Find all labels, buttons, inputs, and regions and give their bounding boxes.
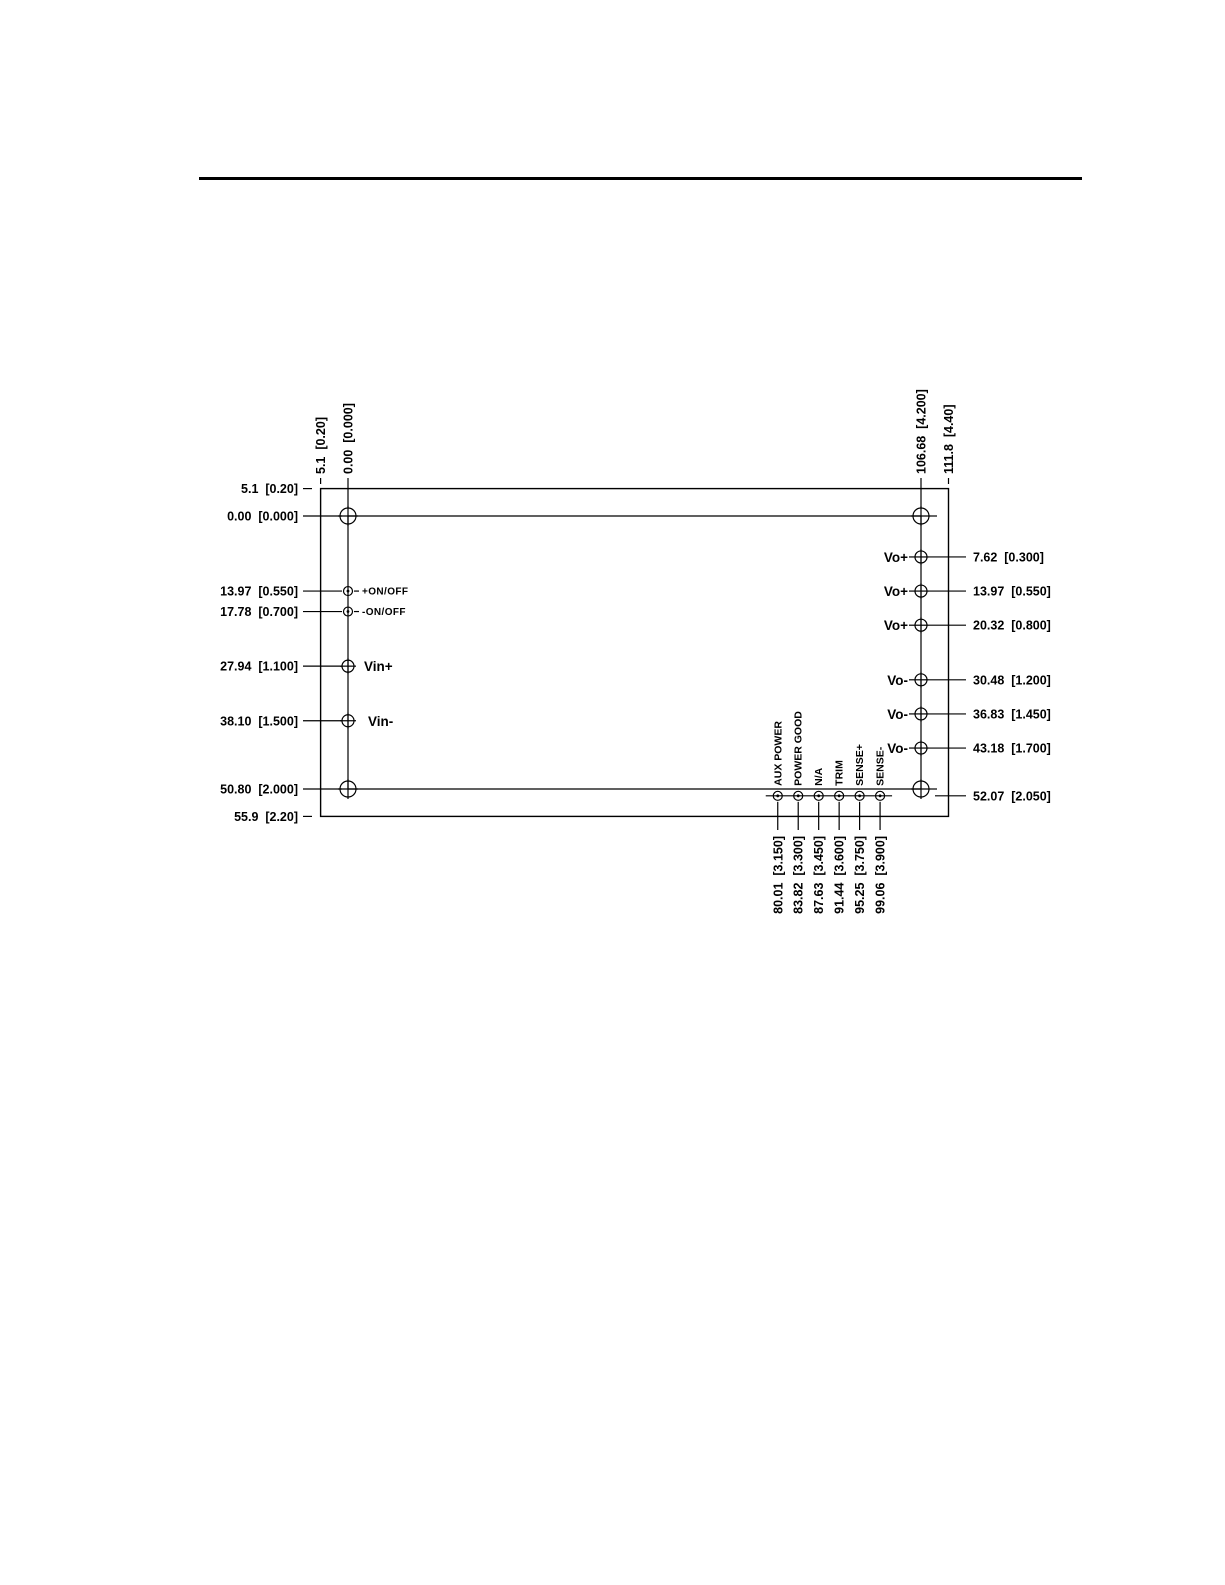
dim-left-outline-top: 5.1 [0.20] <box>241 482 298 497</box>
pin-sense-plus-dot <box>858 794 861 797</box>
pin-label-vo-minus-2: Vo- <box>887 706 908 722</box>
pin-label-sense-plus: SENSE+ <box>854 744 867 786</box>
dim-right-vo-minus-3: 43.18 [1.700] <box>973 741 1051 756</box>
pin-label-n-a: N/A <box>813 767 826 786</box>
dim-bottom-trim: 91.44 [3.600] <box>832 836 847 914</box>
pin-label-on-off-plus: +ON/OFF <box>362 586 409 598</box>
pin-label-trim: TRIM <box>833 760 846 786</box>
dim-right-vo-plus-2: 13.97 [0.550] <box>973 584 1051 599</box>
pin-sense-minus-dot <box>879 794 882 797</box>
dim-bottom-n-a: 87.63 [3.450] <box>812 836 827 914</box>
dim-left-vin-minus: 38.10 [1.500] <box>220 714 298 729</box>
dim-right-vo-plus-3: 20.32 [0.800] <box>973 618 1051 633</box>
pin-label-aux-power: AUX POWER <box>772 721 785 786</box>
pin-label-sense-minus: SENSE- <box>874 746 887 786</box>
pin-label-vo-minus-1: Vo- <box>887 672 908 688</box>
dim-left-hole-top: 0.00 [0.000] <box>227 509 298 524</box>
pin-label-vin-minus: Vin- <box>368 713 394 729</box>
pin-label-vo-plus-1: Vo+ <box>883 549 908 565</box>
dim-left-hole-bottom: 50.80 [2.000] <box>220 782 298 797</box>
dim-left-outline-bottom: 55.9 [2.20] <box>234 809 298 824</box>
pin-n-a-dot <box>817 794 820 797</box>
pin-label-on-off-minus: -ON/OFF <box>362 607 406 619</box>
pin-label-vin-plus: Vin+ <box>364 659 393 675</box>
dim-right-vo-minus-2: 36.83 [1.450] <box>973 707 1051 722</box>
dim-left-on-off-minus: 17.78 [0.700] <box>220 605 298 620</box>
dim-bottom-power-good: 83.82 [3.300] <box>791 836 806 914</box>
pin-label-vo-minus-3: Vo- <box>887 741 908 757</box>
dim-top-hole-right: 106.68 [4.200] <box>914 389 929 474</box>
pin-power-good-dot <box>797 794 800 797</box>
dim-right-vo-plus-1: 7.62 [0.300] <box>973 550 1044 565</box>
dim-left-on-off-plus: 13.97 [0.550] <box>220 584 298 599</box>
pin-on-off-minus-dot <box>347 610 350 613</box>
dim-left-vin-plus: 27.94 [1.100] <box>220 659 298 674</box>
pin-label-power-good: POWER GOOD <box>792 711 805 786</box>
pin-aux-power-dot <box>776 794 779 797</box>
pin-label-vo-plus-3: Vo+ <box>883 618 908 634</box>
dim-right-signal-row: 52.07 [2.050] <box>973 789 1051 804</box>
pin-on-off-plus-dot <box>347 590 350 593</box>
dim-bottom-sense-plus: 95.25 [3.750] <box>853 836 868 914</box>
pin-label-vo-plus-2: Vo+ <box>883 584 908 600</box>
dim-top-outline-right: 111.8 [4.40] <box>942 404 957 474</box>
pin-trim-dot <box>838 794 841 797</box>
dim-top-hole-left: 0.00 [0.000] <box>341 403 356 474</box>
dim-top-outline-left: 5.1 [0.20] <box>314 417 329 474</box>
dim-bottom-aux-power: 80.01 [3.150] <box>771 836 786 914</box>
dim-right-vo-minus-1: 30.48 [1.200] <box>973 673 1051 688</box>
dim-bottom-sense-minus: 99.06 [3.900] <box>873 836 888 914</box>
